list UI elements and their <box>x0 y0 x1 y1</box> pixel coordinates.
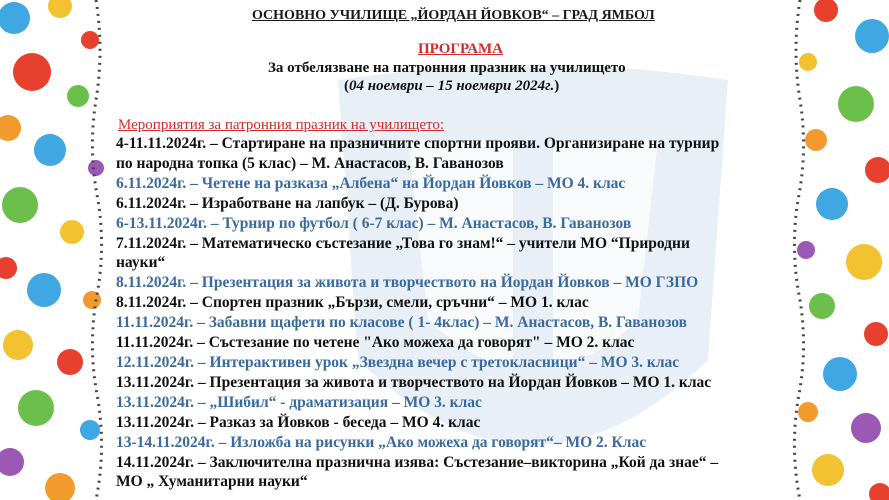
program-sheet <box>108 0 798 500</box>
list-item: 11.11.2024г. – Състезание по четене "Ако можеха да говорят" – МО 2. клас <box>116 334 635 352</box>
events-list <box>116 134 806 492</box>
list-item: 13.11.2024г. – „Шибил“ - драматизация – МО 3. клас <box>116 393 482 411</box>
list-item: 14.11.2024г. – Заключителна празнична изява: Състезание–викторина „Кой да знае“ – <box>116 453 719 471</box>
list-item: по народна топка (5 клас) – М. Анастасов, В. Гаванозов <box>116 154 504 172</box>
right-confetti <box>794 0 889 500</box>
school-name: ОСНОВНО УЧИЛИЩЕ „ЙОРДАН ЙОВКОВ“ – ГРАД ЯМБОЛ <box>252 8 655 23</box>
list-item: 8.11.2024г. – Спортен празник „Бързи, смели, сръчни“ – МО 1. клас <box>116 294 589 312</box>
list-item: 13.11.2024г. – Разказ за Йовков - беседа – МО 4. клас <box>116 413 481 431</box>
list-item: 13-14.11.2024г. – Изложба на рисунки „Ако можеха да говорят“– МО 2. Клас <box>116 433 647 451</box>
left-confetti <box>0 0 104 500</box>
list-item: 12.11.2024г. – Интерактивен урок „Звездна вечер с третокласници“ – МО 3. клас <box>116 353 680 371</box>
program-title: ПРОГРАМА <box>418 41 504 57</box>
list-item: 7.11.2024г. – Математическо състезание „Това го знам!“ – учители МО “Природни <box>116 234 690 252</box>
list-item: 6.11.2024г. – Изработване на лапбук – (Д. Бурова) <box>116 194 459 212</box>
program-subtitle: За отбелязване на патронния празник на училището <box>268 60 626 76</box>
list-item: 11.11.2024г. – Забавни щафети по класове ( 1- 4клас) – М. Анастасов, В. Гаванозов <box>116 314 687 332</box>
list-item: 6-13.11.2024г. – Турнир по футбол ( 6-7 клас) – М. Анастасов, В. Гаванозов <box>116 214 632 232</box>
list-item: 4-11.11.2024г. – Стартиране на празничните спортни прояви. Организиране на турнир <box>116 135 720 152</box>
program-dates: (04 ноември – 15 ноември 2024г.) <box>344 78 560 94</box>
dates-range: 04 ноември – 15 ноември 2024г. <box>349 78 555 94</box>
list-item: МО „ Хуманитарни науки“ <box>116 473 308 491</box>
list-item: 13.11.2024г. – Презентация за живота и творчеството на Йордан Йовков – МО 1. клас <box>116 373 712 391</box>
list-item: науки“ <box>116 254 166 272</box>
list-item: 8.11.2024г. – Презентация за живота и творчеството на Йордан Йовков – МО ГЗПО <box>116 274 699 292</box>
section-title: Мероприятия за патронния празник на училището: <box>118 117 445 133</box>
list-item: 6.11.2024г. – Четене на разказа „Албена“ на Йордан Йовков – МО 4. клас <box>116 174 626 192</box>
